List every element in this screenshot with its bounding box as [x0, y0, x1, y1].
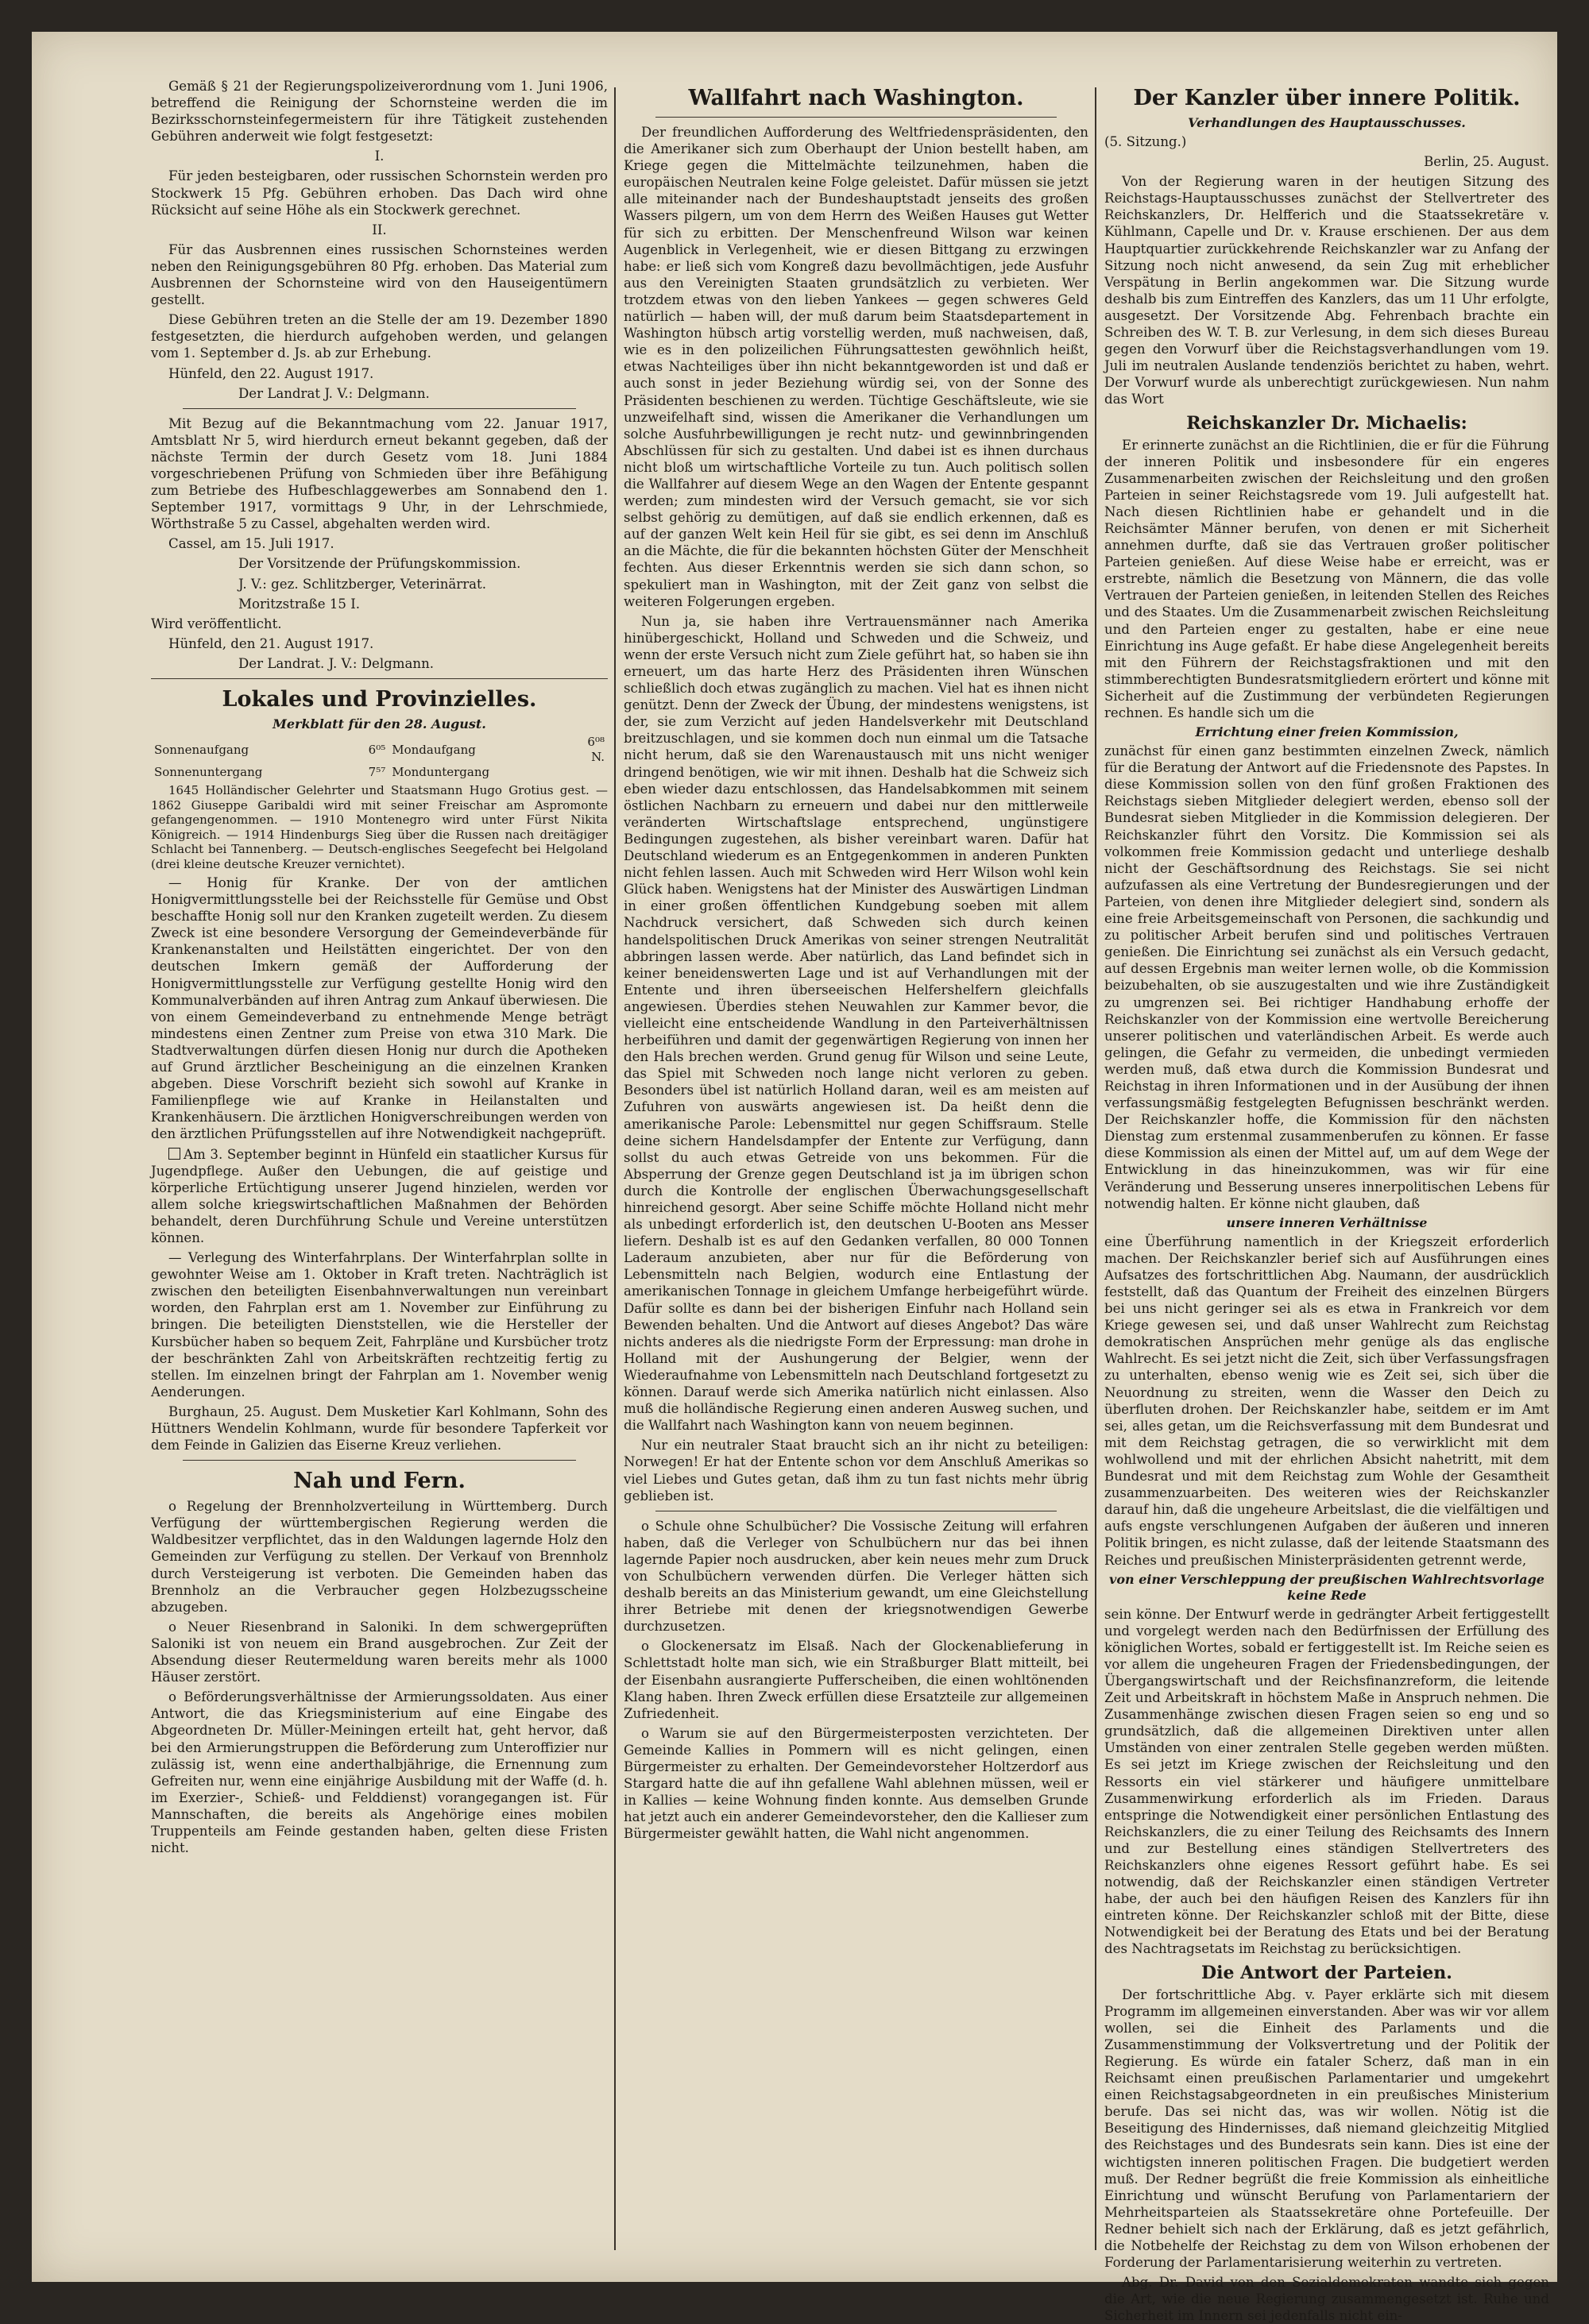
- notice-paragraph: Für das Ausbrennen eines russischen Schornsteines werden neben den Reinigungsgebühren 80 Pfg. erhoben. Das Material zum Ausbrennen der Schornsteine wird von den Hauseigentümern gestellt.: [151, 241, 608, 308]
- column-rule: [1095, 87, 1096, 2250]
- article-headline: Der Kanzler über innere Politik.: [1133, 86, 1521, 110]
- notice-paragraph: Für jeden besteigbaren, oder russischen Schornstein werden pro Stockwerk 15 Pfg. Gebühren erhoben. Das Dach wird ohne Rücksicht auf seine Höhe als ein Stockwerk gerechnet.: [151, 168, 608, 218]
- box-icon: [168, 1148, 180, 1160]
- astronomy-table: [151, 735, 608, 780]
- subheading: Reichskanzler Dr. Michaelis:: [1186, 412, 1467, 434]
- notice-date: Cassel, am 15. Juli 1917.: [168, 536, 334, 552]
- article-paragraph: o Beförderungsverhältnisse der Armierungssoldaten. Aus einer Antwort, die das Kriegsministerium auf eine Eingabe des Abgeordneten Dr. Müller-Meiningen erteilt hat, geht hervor, daß bei den Armierungstruppen die Beförderung zum Unteroffizier nur zulässig ist, wenn eine anderthalbjährige, die Ernennung zum Gefreiten nur, wenn eine einjährige Ausbildung mit der Waffe (d. h. im Exerzier-, Schieß- und Felddienst) vorangegangen ist. Für Mannschaften, die bereits als Angehörige eines mobilen Truppenteils am Feinde gestanden haben, gelten diese Fristen nicht.: [151, 1689, 608, 1856]
- article-paragraph: — Honig für Kranke. Der von der amtlichen Honigvermittlungsstelle bei der Reichsstelle für Gemüse und Obst beschaffte Honig soll nur den Kranken zugeteilt werden. Zu diesem Zweck ist eine besondere Versorgung der Gemeindeverbände für Krankenanstalten und Heilstätten eingerichtet. Der von den deutschen Imkern gemäß der Aufforderung der Honigvermittlungsstelle zur Verfügung gestellte Honig wird den Kommunalverbänden auf ihren Antrag zum Ankauf überwiesen. Die von einem Gemeindeverband zu entnehmende Menge beträgt mindestens einen Zentner zum Preise von etwa 310 Mark. Die Stadtverwaltungen dürfen diesen Honig nur durch die Apotheken auf Grund ärztlicher Bescheinigung an die einzelnen Kranken abgeben. Diese Vorschrift bezieht sich sowohl auf Kranke in Familienpflege wie auf Kranke in Heilanstalten und Krankenhäusern. Die ärztlichen Honigverschreibungen werden von den ärztlichen Prüfungsstellen auf ihre Notwendigkeit nachgeprüft.: [151, 875, 608, 1142]
- subheading: Verhandlungen des Hauptausschusses.: [1188, 115, 1466, 130]
- divider: [183, 1460, 576, 1461]
- column-middle: [624, 78, 1088, 2266]
- article-paragraph: eine Überführung namentlich in der Kriegszeit erforderlich machen. Der Reichskanzler berief sich auf Ausführungen eines Aufsatzes des fortschrittlichen Abg. Naumann, der ausdrücklich feststellt, daß das Quantum der Freiheit des einzelnen Bürgers bei uns nicht geringer sei als es etwa in Frankreich vor dem Kriege gewesen sei, und daß unser Wahlrecht zum Reichstag demokratischen Ansprüchen mehr genüge als das englische Wahlrecht. Es sei jetzt nicht die Zeit, sich über Verfassungsfragen zu unterhalten, ebenso wenig wie es Zeit sei, sich über die Neuordnung zu streiten, wenn die Wasser den Deich zu überfluten drohen. Der Reichskanzler habe, seitdem er im Amt sei, alles getan, um die Reichsverfassung mit dem Bundesrat und mit dem Reichstag getragen, die so verwirklicht mit dem wohlwollend und mit der ehrlichen Absicht nahetritt, mit dem Bundesrat und mit dem Reichstag zum Wohle der Gesamtheit zusammenzuarbeiten. Des weiteren wies der Reichskanzler darauf hin, daß die ungeheure Arbeitslast, die die vielfältigen und aufs engste verschlungenen Aufgaben der äußeren und inneren Politik bringen, es nicht zulasse, daß der leitende Staatsmann des Reiches und preußischen Ministerpräsidenten getrennt werde,: [1104, 1233, 1549, 1568]
- notice-note: Wird veröffentlicht.: [151, 616, 282, 631]
- article-paragraph: Abg. Dr. David von den Sozialdemokraten wandte sich gegen die Art, wie die neue Regierung zusammengesetzt ist. Ruhe und Sicherheit im Innern sei jedenfalls nicht ein-: [1104, 2275, 1549, 2324]
- notice-signature: Der Vorsitzende der Prüfungskommission.: [238, 556, 521, 572]
- article-paragraph: [151, 1146, 608, 1247]
- table-cell: 6⁰⁵: [368, 742, 386, 757]
- article-paragraph: Der fortschrittliche Abg. v. Payer erklärte sich mit diesem Programm im allgemeinen einverstanden. Aber was wir vor allem wollen, sei die Einheit des Parlaments und die Zusammenstimmung der Volksvertretung und der Politik der Regierung. Es würde ein fataler Scherz, daß man in ein Reichsamt einen preußischen Parlamentarier und umgekehrt einen Reichstagsabgeordneten in ein preußisches Ministerium berufe. Das sei nicht das, was wir wollen. Nötig ist die Beseitigung des Hindernisses, daß niemand gleichzeitig Mitglied des Reichstages und des Bundesrats sein kann. Dies ist eine der wichtigsten inneren politischen Fragen. Die budgetiert werden muß. Der Redner begrüßt die freie Kommission als einheitliche Einrichtung und wünscht Berufung von Parlamentariern der Mehrheitsparteien als Staatssekretäre ohne Portefeuille. Der Redner behielt sich nach der Erklärung, daß es jetzt gefährlich, die Notbehelfe der Reichstag zu dem von Wilson erhobenen der Forderung der Parlamentarisierung weiterhin zu vertreten.: [1104, 1986, 1549, 2271]
- article-text: Am 3. September beginnt in Hünfeld ein staatlicher Kursus für Jugendpflege. Außer den Uebungen, die auf geistige und körperliche Ertüchtigung unserer Jugend hinzielen, werden vor allem solche kriegswirtschaftlichen Maßnahmen der Behörden behandelt, deren Durchführung Schule und Vereine unterstützen können.: [151, 1146, 608, 1245]
- notice-signature: Moritzstraße 15 I.: [238, 596, 361, 612]
- article-paragraph: o Neuer Riesenbrand in Saloniki. In dem schwergeprüften Saloniki ist von neuem ein Brand ausgebrochen. Zur Zeit der Absendung dieser Reutermeldung waren bereits mehr als 1000 Häuser zerstört.: [151, 1619, 608, 1685]
- divider: [183, 408, 576, 409]
- session-label: (5. Sitzung.): [1104, 134, 1187, 149]
- table-cell: 6⁰⁸ N.: [587, 735, 605, 764]
- subheading: Merkblatt für den 28. August.: [273, 716, 486, 732]
- article-paragraph: — Verlegung des Winterfahrplans. Der Winterfahrplan sollte in gewohnter Weise am 1. Oktober in Kraft treten. Nachträglich ist zwischen den beteiligten Eisenbahnverwaltungen nun vereinbart worden, den Fahrplan erst am 1. November zur Einführung zu bringen. Die beteiligten Dienststellen, wie die Hersteller der Kursbücher haben so bequem Zeit, Fahrpläne und Kursbücher trotz der beschränkten Zahl von Arbeitskräften rechtzeitig fertig zu stellen. Im einzelnen bringt der Fahrplan am 1. November wenig Aenderungen.: [151, 1250, 608, 1399]
- article-paragraph: Er erinnerte zunächst an die Richtlinien, die er für die Führung der inneren Politik und insbesondere für ein engeres Zusammenarbeiten zwischen der Reichsleitung und den großen Parteien in seiner Reichstagsrede vom 19. Juli aufgestellt hat. Nach diesen Richtlinien habe er gehandelt und in die Reichsämter Männer berufen, von denen er mit Sicherheit annehmen durfte, daß sie das Vertrauen großer politischer Parteien genießen. Auf diese Weise habe er erreicht, was er erstrebte, nämlich die Besetzung von Männern, die das volle Vertrauen der Parteien genießen, in leitenden Stellen des Reiches und des Staates. Um die Zusammenarbeit zwischen Reichsleitung und den Parteien enger zu gestalten, habe er eine neue Einrichtung ins Auge gefaßt. Er habe diese Angelegenheit bereits mit den Führern der Reichstagsfraktionen und mit den stimmberechtigten Bundesratsmitgliedern erörtert und könne mit Sicherheit auf die Zustimmung der verbündeten Regierungen rechnen. Es handle sich um die: [1104, 437, 1549, 720]
- subheading: Errichtung einer freien Kommission,: [1195, 724, 1459, 740]
- table-cell: 7⁵⁷: [368, 765, 386, 779]
- notice-date: Hünfeld, den 22. August 1917.: [168, 365, 374, 381]
- article-paragraph: zunächst für einen ganz bestimmten einzelnen Zweck, nämlich für die Beratung der Antwort auf die Friedensnote des Papstes. In diese Kommission sollen von den fünf großen Fraktionen des Reichstags sieben Mitglieder delegiert werden, ebenso soll der Bundesrat sieben Mitglieder in die Kommission delegieren. Der Reichskanzler führt den Vorsitz. Die Kommission sei als volkommen freie Kommission gedacht und unterliege deshalb nicht der Geschäftsordnung des Reichstags. Sie sei nicht aufzufassen als eine Vertretung der Bundesregierungen und der Parteien, von denen ihre Mitglieder delegiert sind, sondern als eine freie Arbeitsgemeinschaft von Personen, die sachkundig und zu politischer Arbeit berufen sind und politisches Vertrauen genießen. Die Einrichtung sei zunächst als ein Versuch gedacht, auf dessen Ergebnis man weiter lernen wolle, ob die Kommission beizubehalten, ob sie auszugestalten und wie ihre Zuständigkeit zu umgrenzen sei. Bei richtiger Handhabung erhoffe der Reichskanzler von der Kommission eine wertvolle Bereicherung unserer politischen und vaterländischen Arbeit. Es werde auch gelingen, die Gefahr zu vermeiden, die unbedingt vermieden werden muß, daß etwa durch die Kommission Bundesrat und Reichstag in ihren Informationen und in der Ausübung der ihnen verfassungsmäßig festgelegten Befugnissen beschränkt werden. Der Reichskanzler hoffe, die Kommission für den nächsten Dienstag zum erstenmal zusammenberufen zu können. Er fasse diese Kommission als einen der Mittel auf, um auf dem Wege der Entwicklung in das hineinzukommen, was wir für eine Veränderung und Besserung unseres innerpolitischen Lebens für notwendig halten. Er könne nicht glauben, daß: [1104, 743, 1549, 1211]
- newspaper-page: [32, 32, 1557, 2324]
- table-cell: Monduntergang: [392, 765, 490, 779]
- article-paragraph: o Glockenersatz im Elsaß. Nach der Glockenablieferung in Schlettstadt holte man sich, wie ein Straßburger Blatt mitteilt, bei der Eisenbahn ausrangierte Pufferscheiben, die einen wohltönenden Klang haben. Ihren Zweck erfüllen diese Ersatzteile zur allgemeinen Zufriedenheit.: [624, 1639, 1088, 1721]
- table-cell: [570, 765, 608, 780]
- article-paragraph: Von der Regierung waren in der heutigen Sitzung des Reichstags-Hauptausschusses zunächst der Stellvertreter des Reichskanzlers, Dr. Helfferich und die Staatssekretäre v. Kühlmann, Capelle und Dr. v. Krause erschienen. Der aus dem Hauptquartier zurückkehrende Reichskanzler war zu Anfang der Sitzung noch nicht anwesend, da sein Zug mit erheblicher Verspätung in Berlin angekommen war. Die Sitzung wurde deshalb bis zum Eintreffen des Kanzlers, das um 11 Uhr erfolgte, ausgesetzt. Der Vorsitzende Abg. Fehrenbach brachte ein Schreiben des W. T. B. zur Verlesung, in dem sich dieses Bureau gegen den Vorwurf über die Reichstagsverhandlungen vom 19. Juli im neutralen Auslande tendenziös berichtet zu haben, wehrt. Der Vorwurf wurde als unberechtigt zurückgewiesen. Nun nahm das Wort: [1104, 174, 1549, 407]
- article-paragraph: Nur ein neutraler Staat braucht sich an ihr nicht zu beteiligen: Norwegen! Er hat der Entente schon vor dem Anschluß Amerikas so viel Liebes und Gutes getan, daß ihm zu tun fast nichts mehr übrig geblieben ist.: [624, 1438, 1088, 1504]
- notice-paragraph: Diese Gebühren treten an die Stelle der am 19. Dezember 1890 festgesetzten, die hierdurch aufgehoben werden, und gelangen vom 1. September d. Js. ab zur Erhebung.: [151, 312, 608, 361]
- table-row: [151, 735, 608, 765]
- subheading: unsere inneren Verhältnisse: [1226, 1214, 1428, 1230]
- column-rule: [614, 87, 616, 2250]
- notice-signature: Der Landrat J. V.: Delgmann.: [238, 385, 430, 401]
- section-numeral: II.: [372, 222, 387, 237]
- article-headline: Wallfahrt nach Washington.: [688, 86, 1024, 110]
- history-notes: 1645 Holländischer Gelehrter und Staatsmann Hugo Grotius gest. — 1862 Giuseppe Garibaldi wird mit seiner Freischar am Aspromonte gefangengenommen. — 1910 Montenegro wird unter Fürst Nikita Königreich. — 1914 Hindenburgs Sieg über die Russen nach dreitägiger Schlacht bei Tannenberg. — Deutsch-englisches Seegefecht bei Helgoland (drei kleine deutsche Kreuzer vernichtet).: [151, 783, 608, 871]
- subheading: von einer Verschleppung der preußischen Wahlrechtsvorlage keine Rede: [1109, 1571, 1545, 1603]
- dateline: Berlin, 25. August.: [1424, 154, 1549, 170]
- article-paragraph: Der freundlichen Aufforderung des Weltfriedenspräsidenten, den die Amerikaner sich zum Oberhaupt der Union bestellt haben, am Kriege gegen die Mittelmächte teilzunehmen, haben die europäischen Neutralen keine Folge geleistet. Dafür müssen sie jetzt alle miteinander nach der Bundeshauptstadt jenseits des großen Wassers pilgern, um von dem Herrn des Weißen Hauses gut Wetter für sich zu erbitten. Der Menschenfreund Wilson war keinen Augenblick in Verlegenheit, wie er diesen Bittgang zu erzwingen habe: er ließ sich vom Kongreß dazu bevollmächtigen, jede Ausfuhr aus den Vereinigten Staaten grundsätzlich zu verbieten. Wer trotzdem etwas von den lieben Yankees — gegen schweres Geld natürlich — haben will, der muß darum beim Staatsdepartement in Washington hübsch artig vorstellig werden, muß nachweisen, daß, wie es in den polizeilichen Führungsattesten gewöhnlich heißt, etwas Nachteiliges über ihn nicht bekanntgeworden ist und daß er auch sonst in jeder Beziehung würdig sei, von der Sonne des Präsidenten beschienen zu werden. Tüchtige Geschäftsleute, wie sie unzweifelhaft sind, wissen die Amerikaner die Verhandlungen um solche Ausfuhrbewilligungen je recht nutz- und gewinnbringenden Abschlüssen für sich zu gestalten. Und dabei ist es ihnen durchaus nicht bloß um wirtschaftliche Vorteile zu tun. Auch politisch sollen die Wallfahrer auf diesem Wege an den Wagen der Entente gespannt werden; zum mindesten wird der Versuch gemacht, sie vor sich selbst gehörig zu demütigen, auf daß sie endlich erkennen, daß es auf der ganzen Welt kein Heil für sie gibt, es sei denn im Anschluß an die Mächte, die für die bekannten höchsten Güter der Menschheit fechten. Aus dieser Erkenntnis werden sie sich dann schon, so spekuliert man in Washington, mit der Zeit ganz von selbst die weiteren Folgerungen ergeben.: [624, 125, 1088, 609]
- section-heading: Nah und Fern.: [293, 1469, 466, 1494]
- article-paragraph: Nun ja, sie haben ihre Vertrauensmänner nach Amerika hinübergeschickt, Holland und Schweden und die Schweiz, und wenn der erste Versuch nicht zum Ziele geführt hat, so haben sie ihn erneuert, um das harte Herz des Präsidenten ihren Wünschen schließlich doch etwas zugänglich zu machen. Viel hat es ihnen nicht genützt. Denn der Zweck der Übung, der mindestens wenigstens, ist der, sie zum Verzicht auf jeden Handelsverkehr mit Deutschland breitzuschlagen, und sie kommen doch nun einmal um die Tatsache nicht herum, daß sie den Warenaustausch mit uns nicht weniger dringend benötigen, wie wir mit ihnen. Deshalb hat die Schweiz sich eben wieder dazu entschlossen, das Handelsabkommen mit seinem östlichen Nachbarn zu erneuern und dabei nur den mittlerweile veränderten Wirtschaftslage entsprechend, ungünstigere Bedingungen zugestehen, als bisher vereinbart waren. Dafür hat Deutschland wiederum es an Entgegenkommen in anderen Punkten nicht fehlen lassen. Auch mit Schweden wird Herr Wilson wohl kein Glück haben. Wenigstens hat der Minister des Auswärtigen Lindman in einer großen öffentlichen Kundgebung soeben mit allem Nachdruck versichert, daß Schweden sich durch keinen handelspolitischen Druck Amerikas von seiner strengen Neutralität abbringen lassen werde. Aber natürlich, das Land befindet sich in keiner beneidenswerten Lage und ist auf Verhandlungen mit der Entente und ihren überseeischen Helfershelfern gleichfalls angewiesen. Überdies stehen Neuwahlen zur Kammer bevor, die vielleicht eine entscheidende Wandlung in den Parteiverhältnissen herbeiführen und damit der gegenwärtigen Regierung von innen her den Hals brechen werden. Grund genug für Wilson und seine Leute, das Spiel mit Schweden noch lange nicht verloren zu geben. Besonders übel ist natürlich Holland daran, weil es am meisten auf Zufuhren von auswärts angewiesen ist. Da heißt denn die amerikanische Parole: Lebensmittel nur gegen Schiffsraum. Stelle deine sichern Handelsdampfer der Entente zur Verfügung, dann sollst du auch etwas Getreide von uns bekommen. Für die Absperrung der Grenze gegen Deutschland ist ja im übrigen schon durch die Kontrolle der englischen Überwachungsgesellschaft hinreichend gesorgt. Aber seine Schiffe möchte Holland nicht mehr als unbedingt erforderlich ist, den deutschen U-Booten ans Messer liefern. Deshalb ist es auf den Gedanken verfallen, 80 000 Tonnen Laderaum anzubieten, aber nur für die Beförderung von Lebensmitteln nach Belgien, wodurch eine Entlastung der amerikanischen Tonnage in gleichem Umfange herbeigeführt würde. Dafür sollte es dann bei der bisherigen Einfuhr nach Holland sein Bewenden behalten. Und die Antwort auf dieses Angebot? Das wäre nichts anderes als die niedrigste Form der Erpressung: man drohe in Holland mit der Aushungerung der Belgier, wenn der Wiederaufnahme von Lebensmitteln nach Deutschland fortgesetzt zu können. Darauf werde sich Amerika natürlich nicht einlassen. Also muß die holländische Regierung einen anderen Ausweg suchen, und die Wallfahrt nach Washington kann von neuem beginnen.: [624, 613, 1088, 1434]
- notice-signature: Der Landrat. J. V.: Delgmann.: [238, 655, 435, 671]
- table-row: [151, 765, 608, 780]
- article-paragraph: o Regelung der Brennholzverteilung in Württemberg. Durch Verfügung der württembergischen Regierung werden die Waldbesitzer verpflichtet, das in den Waldungen lagernde Holz den Gemeinden zur Verfügung zu stellen. Der Verkauf von Brennholz durch Versteigerung ist verboten. Die Gemeinden haben das Brennholz an die Verbraucher gegen Holzbezugsscheine abzugeben.: [151, 1499, 608, 1615]
- column-right: [1104, 78, 1549, 2324]
- table-cell: Sonnenuntergang: [154, 765, 263, 779]
- notice-date: Hünfeld, den 21. August 1917.: [168, 635, 374, 651]
- notice-paragraph: Gemäß § 21 der Regierungspolizeiverordnung vom 1. Juni 1906, betreffend die Reinigung der Schornsteine werden die im Bezirksschornsteinfegermeistern für ihre Tätigkeit zustehenden Gebühren anderweit wie folgt festgesetzt:: [151, 79, 608, 145]
- subheading: Die Antwort der Parteien.: [1201, 1962, 1452, 1983]
- article-paragraph: o Schule ohne Schulbücher? Die Vossische Zeitung will erfahren haben, daß die Verleger von Schulbüchern nur das bei ihnen lagernde Papier noch ausdrucken, aber kein neues mehr zum Druck von Schulbüchern verwenden dürfen. Die Verleger hätten sich deshalb bereits an das Ministerium gewandt, um eine Gleichstellung ihrer Betriebe mit denen der kriegsnotwendigen Gewerbe durchzusetzen.: [624, 1518, 1088, 1635]
- section-numeral: I.: [374, 149, 385, 164]
- article-paragraph: sein könne. Der Entwurf werde in gedrängter Arbeit fertiggestellt und vorgelegt werden nach den Bedürfnissen der Erfüllung des königlichen Wortes, sobald er fertiggestellt ist. Im Reiche seien es vor allem die ungeheuren Fragen der Friedensbedingungen, der Übergangswirtschaft und der Reichsfinanzreform, die leitende Zeit und Arbeitskraft in höchstem Maße in Anspruch nehmen. Die Zusammenhänge zwischen diesen Fragen seien so eng und so grundsätzlich, daß die allgemeinen Direktiven unter allen Umständen von einer zentralen Stelle gegeben werden müßten. Es sei jetzt im Kriege zwischen der Reichsleitung und den Ressorts ein viel stärkerer und häufigere unmittelbare Zusammenwirkung erforderlich als im Frieden. Daraus entspringe die Notwendigkeit einer persönlichen Entlastung des Reichskanzlers, die zu einer Teilung des Reichsamts des Innern und zur Bestellung eines ständigen Stellvertreters des Reichskanzlers ohne eigenes Ressort geführt habe. Es sei notwendig, daß der Reichskanzler einen ständigen Vertreter habe, der auch bei den häufigen Reisen des Kanzlers für ihn eintreten könne. Der Reichskanzler schloß mit der Bitte, diese Notwendigkeit bei der Beratung des Etats und bei der Beratung des Nachtragsetats im Reichstag zu berücksichtigen.: [1104, 1606, 1549, 1957]
- divider: [151, 678, 608, 679]
- section-heading: Lokales und Provinzielles.: [222, 687, 537, 712]
- divider: [655, 117, 1057, 118]
- column-left: [151, 78, 608, 2266]
- notice-paragraph: Mit Bezug auf die Bekanntmachung vom 22. Januar 1917, Amtsblatt Nr 5, wird hierdurch erneut bekannt gegeben, daß der nächste Termin der durch Gesetz vom 18. Juni 1884 vorgeschriebenen Prüfung von Schmieden über ihre Befähigung zum Betriebe des Hufbeschlaggewerbes am Sonnabend den 1. September 1917, vormittags 9 Uhr, in der Lehrschmiede, Wörthstraße 5 zu Cassel, abgehalten werden wird.: [151, 415, 608, 532]
- table-cell: Sonnenaufgang: [154, 742, 249, 757]
- article-paragraph: Burghaun, 25. August. Dem Musketier Karl Kohlmann, Sohn des Hüttners Wendelin Kohlmann, wurde für besondere Tapferkeit vor dem Feinde in Galizien das Eiserne Kreuz verliehen.: [151, 1403, 608, 1453]
- article-paragraph: o Warum sie auf den Bürgermeisterposten verzichteten. Der Gemeinde Kallies in Pommern will es nicht gelingen, einen Bürgermeister zu erhalten. Der Gemeindevorsteher Holtzerdorf aus Stargard hatte die auf ihn gefallene Wahl ablehnen müssen, weil er in Kallies — keine Wohnung finden konnte. Aus demselben Grunde hat jetzt auch ein anderer Gemeindevorsteher, den die Kallieser zum Bürgermeister gewählt hatten, die Wahl nicht angenommen.: [624, 1725, 1088, 1842]
- table-cell: Mondaufgang: [392, 742, 476, 757]
- notice-signature: J. V.: gez. Schlitzberger, Veterinärrat.: [238, 576, 487, 592]
